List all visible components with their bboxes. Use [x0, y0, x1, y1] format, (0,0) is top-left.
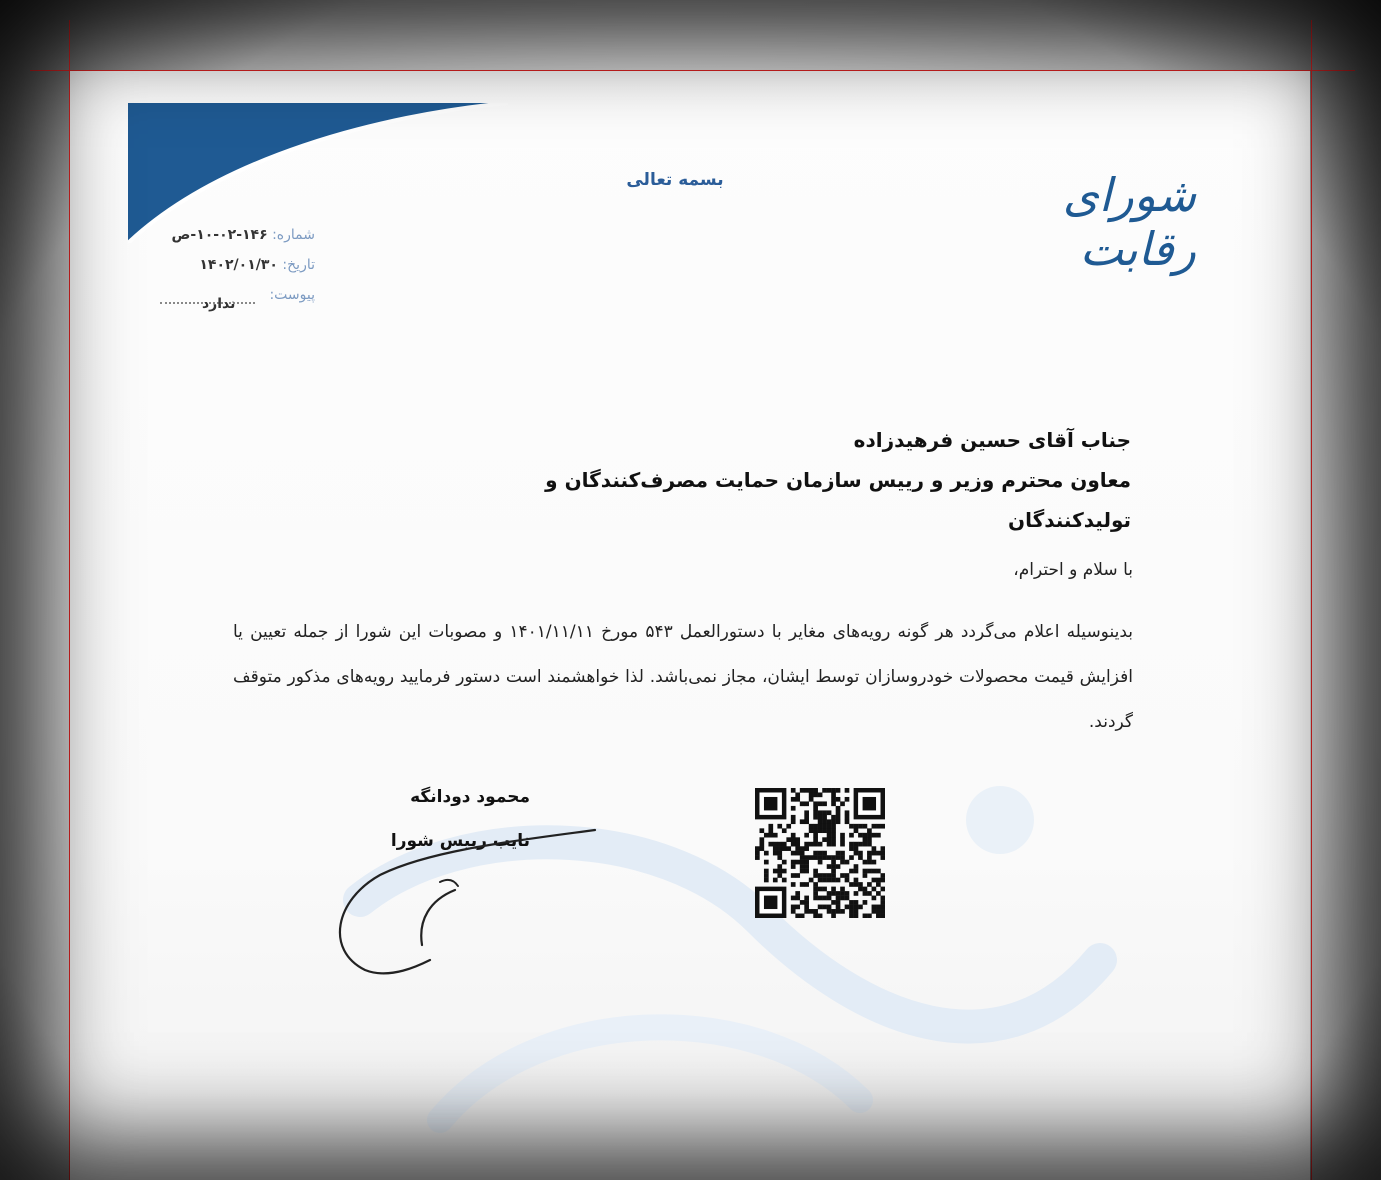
attachment-label: پیوست:	[269, 287, 315, 303]
letter-metadata	[160, 220, 315, 310]
qr-code	[755, 788, 885, 918]
meta-date	[160, 250, 315, 280]
attachment-value: ندارد	[202, 296, 236, 312]
recipient-name: جناب آقای حسین فرهیدزاده	[853, 428, 1131, 452]
signatory-title: نایب رییس شورا	[390, 831, 530, 851]
crop-mark-left	[69, 20, 70, 1180]
greeting: با سلام و احترام،	[1013, 560, 1133, 580]
crop-mark-right	[1311, 20, 1312, 1180]
number-label: شماره:	[272, 227, 315, 243]
meta-number	[160, 220, 315, 250]
letter-body: بدینوسیله اعلام می‌گردد هر گونه رویه‌های مغایر با دستورالعمل ۵۴۳ مورخ ۱۴۰۱/۱۱/۱۱ و مصوبات این شورا از جمله تعیین یا افزایش قیمت محصولات خودروسازان توسط ایشان، مجاز نمی‌باشد. لذا خواهشمند است دستور فرمایید رویه‌های مذکور متوقف گردند.	[233, 622, 1133, 732]
crop-mark-top	[30, 70, 1355, 71]
handwritten-signature	[320, 820, 610, 990]
meta-attachment	[160, 280, 315, 310]
council-logo: شورای رقابت	[1062, 168, 1196, 276]
date-label: تاریخ:	[282, 257, 315, 273]
recipient-title: معاون محترم وزیر و رییس سازمان حمایت مصرف‌کنندگان و تولیدکنندگان	[545, 468, 1131, 532]
signatory-name: محمود دودانگه	[410, 787, 530, 807]
invocation: بسمه تعالی	[626, 170, 724, 190]
number-value: ۱۴۶-۰۲-۱۰-ص	[171, 227, 268, 243]
recipient-block	[431, 420, 1131, 532]
date-value: ۱۴۰۲/۰۱/۳۰	[199, 257, 278, 273]
